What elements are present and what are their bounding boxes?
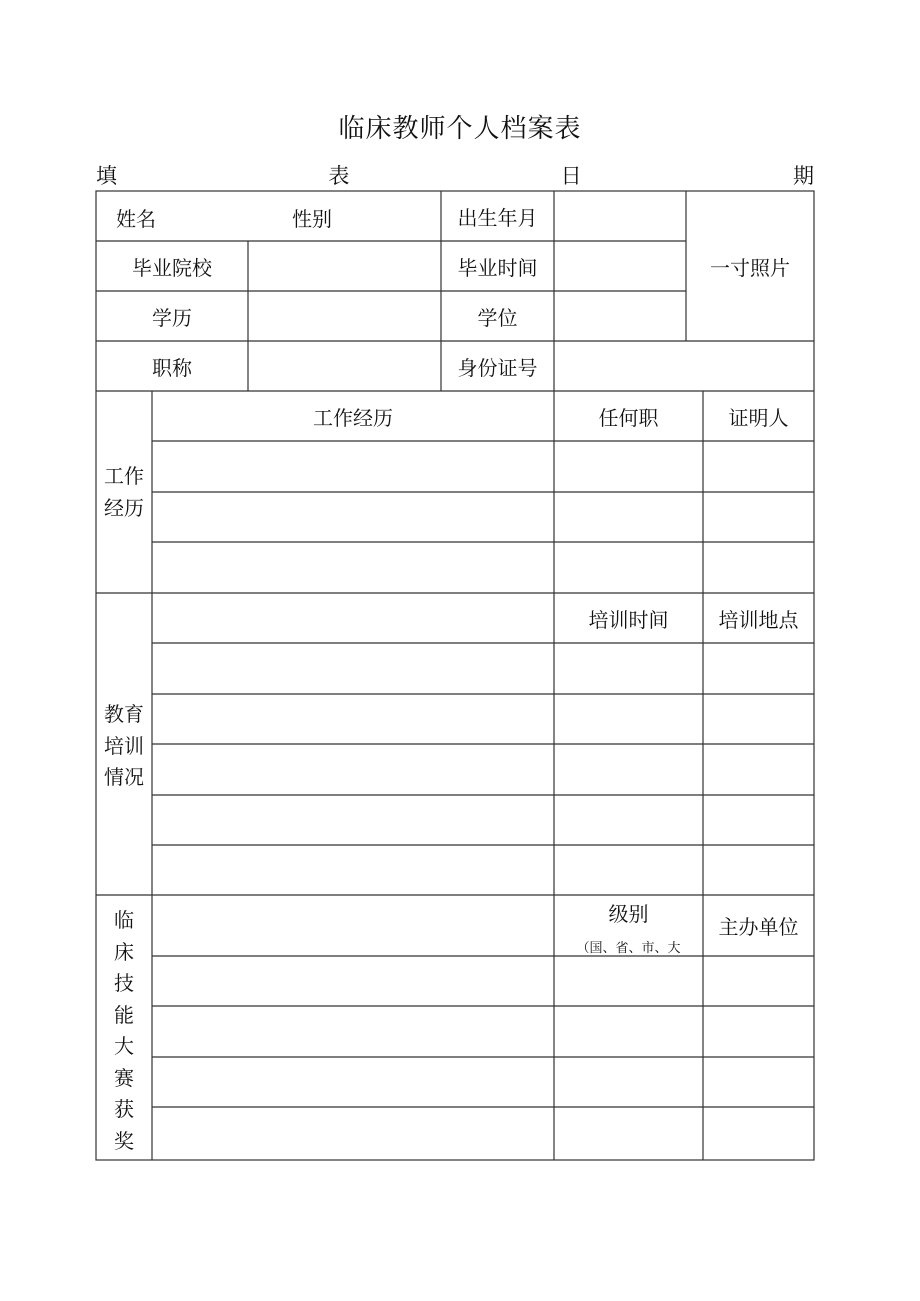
training-section-label: 教育 培训 情况 — [104, 702, 144, 789]
fill-date-char-3: 日 — [560, 164, 582, 188]
contest-col-level: 级别 — [608, 902, 649, 926]
id-number-field[interactable] — [555, 342, 813, 390]
training-col-place: 培训地点 — [718, 607, 799, 632]
school-label: 毕业院校 — [132, 255, 212, 280]
work-col-witness: 证明人 — [728, 405, 789, 430]
birth-label: 出生年月 — [457, 205, 538, 230]
training-col-time: 培训时间 — [588, 607, 669, 632]
contest-col-organizer: 主办单位 — [718, 915, 799, 939]
education-label: 学历 — [152, 305, 192, 330]
contest-section-label: 临 床 技 能 大 赛 获 奖 — [114, 908, 134, 1153]
education-field[interactable] — [249, 292, 440, 340]
fill-date-char-1: 填 — [96, 164, 117, 188]
photo-slot[interactable] — [687, 192, 813, 340]
gender-field[interactable] — [340, 192, 440, 240]
work-col-experience: 工作经历 — [313, 405, 393, 430]
work-col-position: 任何职 — [598, 405, 659, 430]
fill-date-line — [96, 160, 814, 190]
birth-field[interactable] — [555, 192, 685, 240]
grad-time-label: 毕业时间 — [457, 255, 538, 280]
fill-date-char-4: 期 — [792, 164, 814, 188]
page-title: 临床教师个人档案表 — [338, 114, 582, 144]
school-field[interactable] — [249, 242, 440, 290]
grad-time-field[interactable] — [555, 242, 685, 290]
gender-label: 性别 — [292, 207, 332, 231]
professional-title-label: 职称 — [152, 355, 192, 380]
degree-field[interactable] — [555, 292, 685, 340]
professional-title-field[interactable] — [249, 342, 440, 390]
fill-date-char-2: 表 — [328, 164, 350, 188]
name-field[interactable] — [160, 192, 280, 240]
degree-label: 学位 — [477, 305, 518, 330]
name-label: 姓名 — [116, 207, 156, 231]
photo-label: 一寸照片 — [710, 255, 790, 280]
id-number-label: 身份证号 — [457, 355, 538, 380]
contest-col-level-note: （国、省、市、大 — [576, 941, 681, 956]
work-section-label: 工作 经历 — [104, 464, 144, 520]
